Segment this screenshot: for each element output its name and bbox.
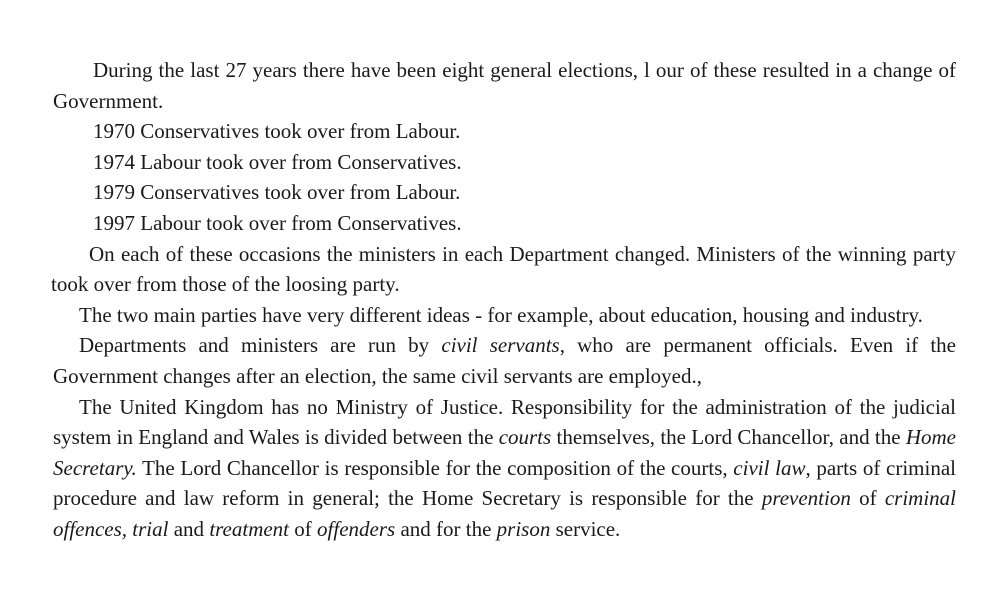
text-run: themselves, the Lord Chancellor, and the [551,425,906,450]
italic-term: prison [496,516,551,541]
italic-term: offenders [317,516,396,541]
election-list-item: 1974 Labour took over from Conservatives. [93,149,462,174]
paragraph-occasions: On each of these occasions the ministers in each Department changed. Ministers of the winning party took over from those of the loosing party. [51,241,956,297]
italic-term: civil law [733,455,806,480]
italic-term: Home Secretary. [53,425,956,480]
text-run: Departments and ministers are run by [79,333,442,358]
election-list [53,116,956,238]
italic-term: civil servants [441,333,560,358]
italic-term: prevention [761,486,851,511]
text-run: The Lord Chancellor is responsible for the composition of the courts, [136,455,734,480]
election-list-item: 1979 Conservatives took over from Labour. [93,180,461,205]
paragraph-elections: During the last 27 years there have been eight general elections, l our of these resulted in a change of Government. [53,58,956,113]
italic-term: criminal offences, trial [53,486,956,541]
paragraph-parties: The two main parties have very different ideas - for example, about education, housing and industry. [79,302,923,327]
text-run: The United Kingdom has no Ministry of Justice. Responsibility for the administration of the judicial system in England and Wales is divided between the [53,394,956,450]
text-run: and [168,516,210,541]
text-run: , parts of criminal procedure and law reform in general; the Home Secretary is responsible for the [53,455,956,511]
text-run: and for the [395,516,497,541]
text-run: service. [550,516,621,541]
election-list-item: 1970 Conservatives took over from Labour. [93,119,461,144]
italic-term: treatment [209,516,290,541]
italic-term: courts [498,425,552,450]
paragraph-justice [53,392,956,545]
text-run: of [289,516,318,541]
text-run: , who are permanent officials. Even if the Government changes after an election, the same civil servants are employed., [53,333,956,388]
paragraph-civil-servants [53,330,956,391]
text-run: of [850,486,885,511]
election-list-item: 1997 Labour took over from Conservatives. [93,210,462,235]
document-page [53,55,956,545]
